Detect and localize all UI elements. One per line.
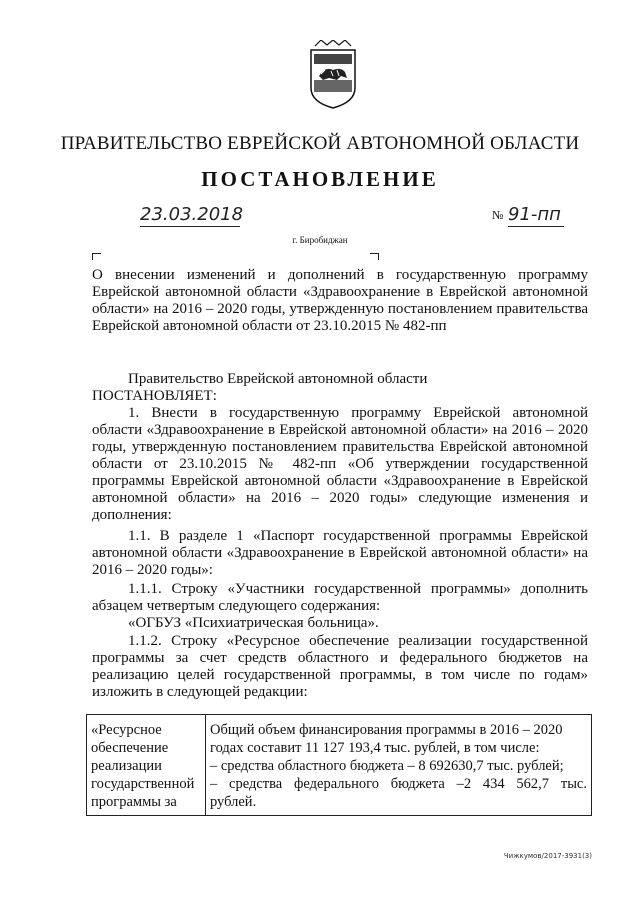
paragraph-line: дополнения: xyxy=(92,507,172,523)
city-label: г. Биробиджан xyxy=(292,235,348,245)
paragraph-line: автономной области» на 2016 – 2020 годы» следующие изменения и xyxy=(92,490,588,506)
subject-line: Еврейской автономной области от 23.10.2015 № 482-пп xyxy=(92,318,447,334)
cell-line: реализации xyxy=(91,758,162,774)
government-title: ПРАВИТЕЛЬСТВО ЕВРЕЙСКОЙ АВТОНОМНОЙ ОБЛАСТИ xyxy=(60,133,580,154)
paragraph-line: 2016 – 2020 годы»: xyxy=(92,562,213,578)
paragraph-line: годы, утвержденную постановлением правительства Еврейской автономной xyxy=(92,439,588,455)
paragraph-line: программы за счет средств областного и федерального бюджетов на xyxy=(92,650,588,666)
cell-line: государственной xyxy=(91,776,195,792)
cell-line: программы за xyxy=(91,794,177,810)
corner-mark-left xyxy=(92,253,101,260)
decree-word: ПОСТАНОВЛЯЕТ: xyxy=(92,388,217,404)
paragraph-1-1-2 xyxy=(92,633,588,701)
document-number: 91-пп xyxy=(508,204,561,225)
paragraph-line: 1.1.2. Строку «Ресурсное обеспечение реализации государственной xyxy=(128,633,588,649)
date-field xyxy=(140,204,244,227)
paragraph-1 xyxy=(92,405,588,524)
table-row xyxy=(87,715,592,816)
paragraph-line: 1.1. В разделе 1 «Паспорт государственной программы Еврейской xyxy=(128,528,588,544)
table-cell-value xyxy=(206,715,592,816)
cell-line: – средства федерального бюджета –2 434 562,7 тыс. xyxy=(210,776,587,792)
subject-line: области» на 2016 – 2020 годы, утвержденную постановлением правительства xyxy=(92,301,588,317)
cell-line: годах составит 11 127 193,4 тыс. рублей, в том числе: xyxy=(210,740,540,756)
subject-line: Еврейской автономной области «Здравоохранение в Еврейской автономной xyxy=(92,284,588,300)
cell-line: – средства областного бюджета – 8 692630,7 тыс. рублей; xyxy=(210,758,564,774)
financing-table xyxy=(86,714,592,816)
number-sign: № xyxy=(492,208,504,222)
cell-line: «Ресурсное xyxy=(91,722,162,738)
subject-line: О внесении изменений и дополнений в государственную программу xyxy=(92,267,588,283)
coat-of-arms-icon xyxy=(307,40,359,110)
cell-line: Общий объем финансирования программы в 2016 – 2020 xyxy=(210,722,563,738)
paragraph-line: «ОГБУЗ «Психиатрическая больница». xyxy=(128,615,379,631)
table-cell-label xyxy=(87,715,206,816)
issuer: Правительство Еврейской автономной области xyxy=(128,371,428,387)
paragraph-line: области от 23.10.2015 № 482-пп «Об утверждении государственной xyxy=(92,456,588,472)
cell-line: обеспечение xyxy=(91,740,169,756)
paragraph-line: реализацию целей государственной программы, в том числе по годам» xyxy=(92,667,588,683)
number-field xyxy=(508,204,564,227)
paragraph-line: 1.1.1. Строку «Участники государственной программы» дополнить xyxy=(128,581,588,597)
paragraph-1-1 xyxy=(92,528,588,579)
corner-mark-right xyxy=(370,253,379,260)
footer-code: Чижкумов/2017-3931(3) xyxy=(503,852,592,860)
paragraph-line: изложить в следующей редакции: xyxy=(92,684,308,700)
signed-date: 23.03.2018 xyxy=(140,204,244,225)
document-type: ПОСТАНОВЛЕНИЕ xyxy=(201,167,439,191)
paragraph-line: автономной области «Здравоохранение в Еврейской автономной области» на xyxy=(92,545,588,561)
paragraph-line: области «Здравоохранение в Еврейской автономной области» на 2016 – 2020 xyxy=(92,422,588,438)
subject-block xyxy=(92,267,588,335)
paragraph-1-1-1 xyxy=(92,581,588,632)
issuer-block xyxy=(92,371,588,405)
paragraph-line: абзацем четвертым следующего содержания: xyxy=(92,598,381,614)
paragraph-line: программы Еврейской автономной области «Здравоохранение в Еврейской xyxy=(92,473,588,489)
cell-line: рублей. xyxy=(210,794,257,810)
paragraph-line: 1. Внести в государственную программу Еврейской автономной xyxy=(128,405,588,421)
